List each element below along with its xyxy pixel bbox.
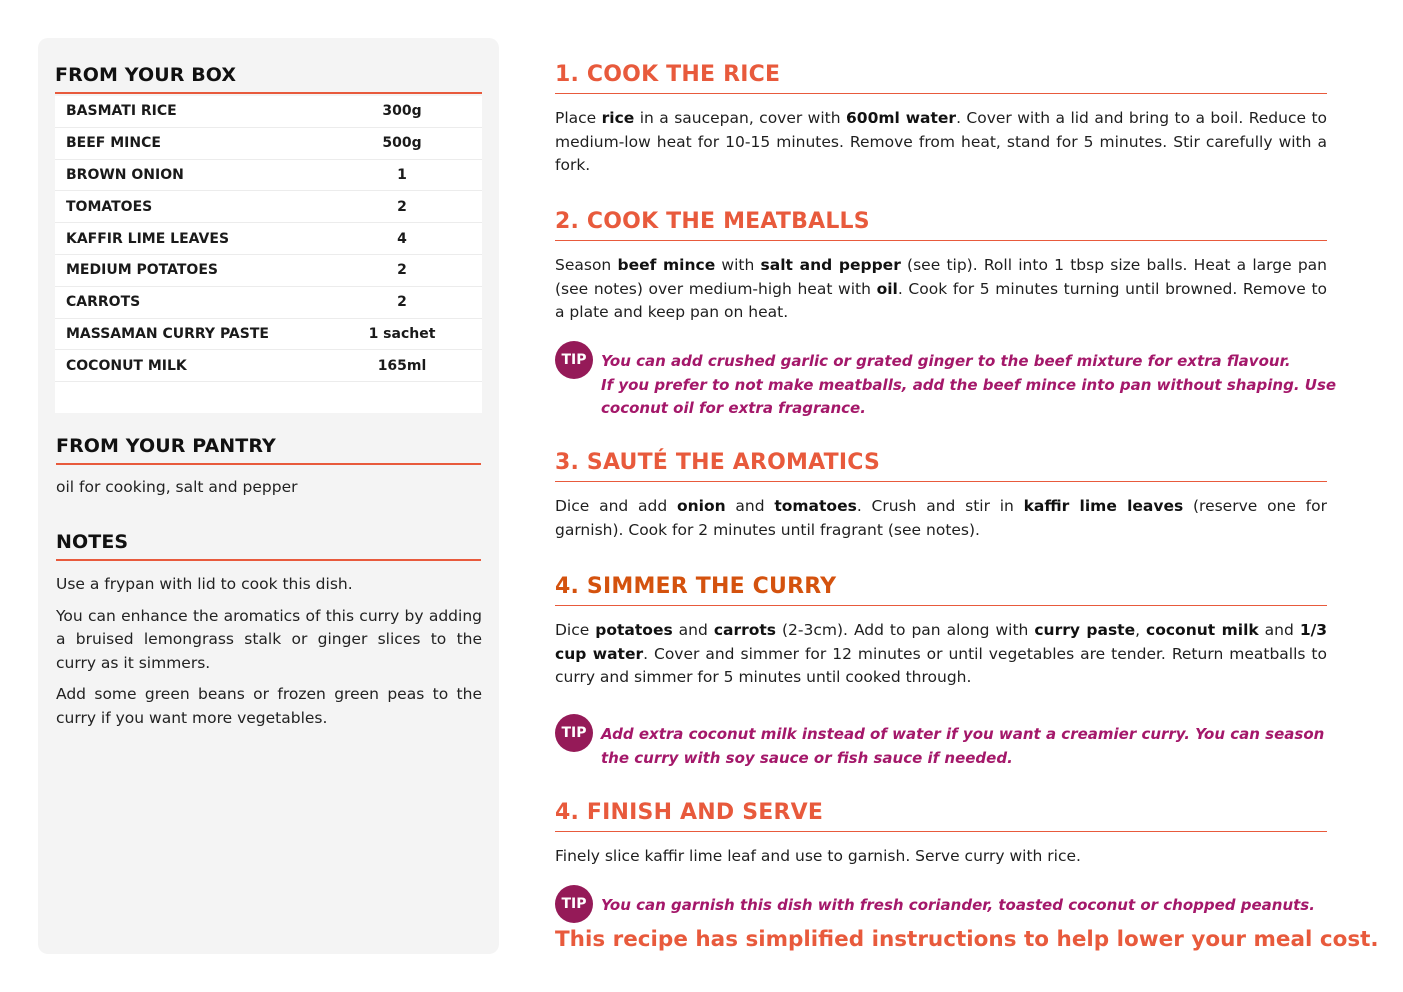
tip-badge: TIP [555, 885, 593, 923]
step-text: and [725, 497, 775, 515]
ingredient-name: BROWN ONION [66, 166, 184, 183]
ingredient-qty: 300g [382, 103, 422, 120]
step-text: (reserve one for garnish). Cook for 2 minutes until fragrant (see notes). [555, 497, 1327, 539]
step-text: . Cover with a lid and bring to a boil. Reduce to medium-low heat for 10-15 minutes. Remove from heat, stand for 5 minutes. Stir carefully with a fork. [555, 109, 1328, 174]
step-ingredient-highlight: onion [676, 497, 726, 515]
ingredient-qty: 2 [397, 198, 407, 215]
tip-line: You can add crushed garlic or grated ginger to the beef mixture for extra flavour. [601, 352, 1291, 370]
step-text: . Cover and simmer for 12 minutes or until vegetables are tender. Return meatballs to curry and simmer for 5 minutes until cooked through. [555, 644, 1327, 686]
step-5 [555, 800, 1327, 869]
step-body [555, 495, 1327, 542]
step-1 [555, 62, 1327, 178]
tip-badge: TIP [555, 341, 593, 379]
step-text: Place [555, 109, 602, 127]
step-3 [555, 450, 1327, 542]
step-text: Finely slice kaffir lime leaf and use to garnish. Serve curry with rice. [555, 847, 1081, 865]
ingredient-qty: 1 [397, 166, 407, 183]
note-paragraph: You can enhance the aromatics of this curry by adding a bruised lemongrass stalk or ginger slices to the curry as it simmers. [56, 606, 482, 672]
step-ingredient-highlight: tomatoes [774, 497, 857, 515]
step-ingredient-highlight: 600ml water [846, 109, 957, 127]
step-4 [555, 574, 1327, 690]
step-text: Dice [555, 621, 596, 639]
tip-line: coconut oil for extra fragrance. [601, 399, 866, 417]
step-text: Season [555, 256, 618, 274]
step-ingredient-highlight: oil [876, 279, 898, 298]
ingredient-qty: 165ml [377, 357, 427, 374]
step-text: , [1135, 621, 1147, 639]
step-ingredient-highlight: beef mince [617, 256, 716, 274]
notes-heading: NOTES [56, 531, 481, 561]
ingredient-row [55, 96, 482, 128]
step-body [555, 619, 1327, 690]
step-title: 3. SAUTÉ THE AROMATICS [555, 450, 1327, 482]
tip-line: the curry with soy sauce or fish sauce if needed. [601, 748, 1013, 767]
ingredient-row [55, 287, 482, 319]
ingredient-qty: 1 sachet [368, 325, 436, 342]
tip-text [601, 350, 1337, 421]
ingredient-name: MASSAMAN CURRY PASTE [66, 325, 269, 342]
step-body [555, 845, 1327, 869]
step-text: and [1258, 621, 1300, 639]
step-title: 1. COOK THE RICE [555, 62, 1327, 94]
ingredient-qty: 500g [382, 135, 422, 152]
ingredient-name: CARROTS [66, 294, 141, 311]
ingredient-name: MEDIUM POTATOES [66, 262, 218, 279]
step-ingredient-highlight: kaffir lime leaves [1023, 497, 1184, 515]
step-ingredient-highlight: curry paste [1034, 621, 1136, 639]
step-text: (2-3cm). Add to pan along with [776, 621, 1035, 639]
step-title: 4. SIMMER THE CURRY [555, 574, 1327, 606]
footer-note: This recipe has simplified instructions to help lower your meal cost. [555, 927, 1379, 952]
step-text: (see tip). Roll into 1 tbsp size balls. Heat a large pan (see notes) over medium-high heat with [555, 256, 1327, 298]
ingredients-table [55, 96, 482, 413]
ingredient-name: TOMATOES [66, 198, 153, 215]
ingredient-row [55, 255, 482, 287]
ingredient-row [55, 319, 482, 351]
step-text: . Crush and stir in [856, 497, 1024, 515]
step-text: in a saucepan, cover with [634, 109, 846, 127]
step-text: and [672, 621, 714, 639]
ingredients-panel [38, 38, 499, 954]
step-title: 4. FINISH AND SERVE [555, 800, 1327, 832]
step-ingredient-highlight: 1/3 cup water [555, 621, 1328, 663]
tip-text [601, 894, 1317, 918]
step-text: . Cook for 5 minutes turning until browned. Remove to a plate and keep pan on heat. [555, 279, 1328, 321]
tip-text [601, 723, 1325, 770]
step-ingredient-highlight: coconut milk [1146, 621, 1259, 639]
note-paragraph: Add some green beans or frozen green peas to the curry if you want more vegetables. [56, 685, 482, 727]
step-body [555, 107, 1327, 178]
ingredient-name: KAFFIR LIME LEAVES [66, 230, 230, 247]
step-ingredient-highlight: rice [601, 109, 635, 127]
from-your-box-heading: FROM YOUR BOX [55, 64, 482, 94]
step-ingredient-highlight: salt and pepper [760, 256, 901, 274]
from-your-pantry-heading: FROM YOUR PANTRY [56, 435, 481, 465]
step-text: Dice and add [555, 497, 677, 515]
step-2 [555, 209, 1327, 325]
step-title: 2. COOK THE MEATBALLS [555, 209, 1327, 241]
tip-line: If you prefer to not make meatballs, add the beef mince into pan without shaping. Use [601, 375, 1337, 394]
ingredient-row [55, 160, 482, 192]
ingredient-name: COCONUT MILK [66, 357, 187, 374]
ingredient-qty: 2 [397, 262, 407, 279]
ingredient-name: BASMATI RICE [66, 103, 177, 120]
step-ingredient-highlight: potatoes [595, 621, 673, 639]
ingredient-name: BEEF MINCE [66, 135, 161, 152]
tip-line: You can garnish this dish with fresh coriander, toasted coconut or chopped peanuts. [601, 896, 1315, 914]
ingredient-row [55, 128, 482, 160]
ingredient-row [55, 223, 482, 255]
ingredient-qty: 4 [397, 230, 407, 247]
ingredient-row [55, 191, 482, 223]
ingredient-qty: 2 [397, 294, 407, 311]
notes-list [56, 573, 482, 738]
tip-line: Add extra coconut milk instead of water if you want a creamier curry. You can season [601, 725, 1325, 743]
pantry-items: oil for cooking, salt and pepper [56, 478, 298, 496]
ingredient-row [55, 350, 482, 382]
step-text: with [715, 256, 761, 274]
step-body [555, 254, 1327, 325]
step-ingredient-highlight: carrots [713, 621, 777, 639]
note-paragraph: Use a frypan with lid to cook this dish. [56, 575, 353, 593]
tip-badge: TIP [555, 714, 593, 752]
